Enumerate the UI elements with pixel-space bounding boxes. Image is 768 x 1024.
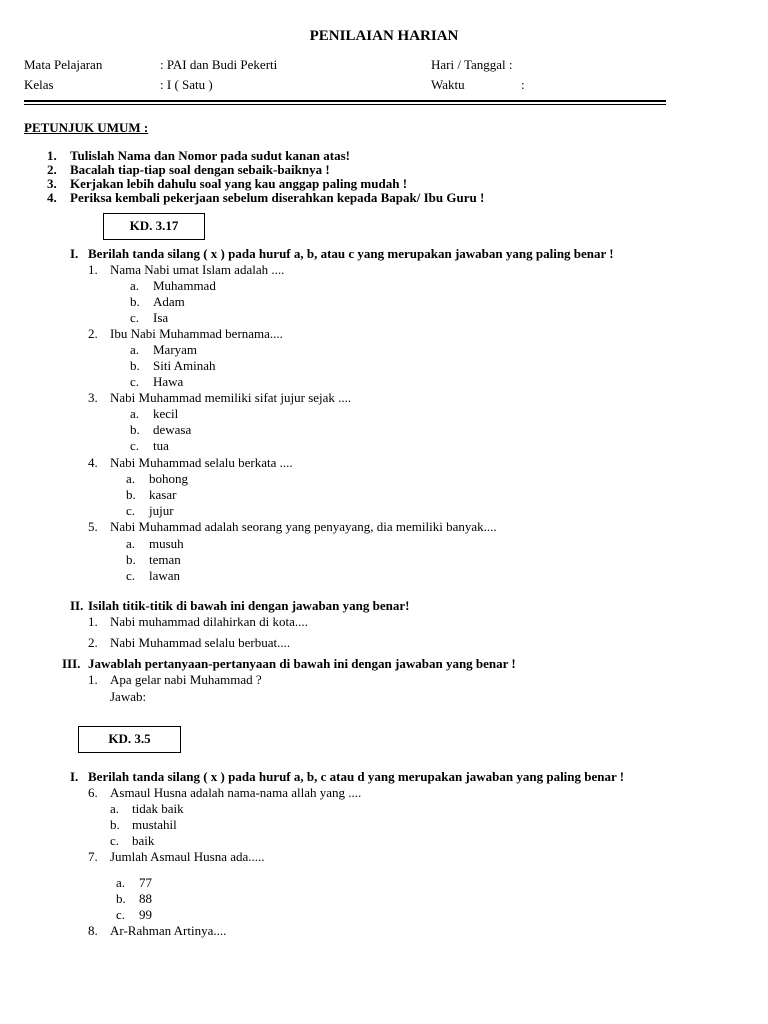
question-text: Nabi Muhammad memiliki sifat jujur sejak ....: [110, 390, 352, 405]
option-text: Maryam: [153, 342, 198, 357]
instruction-num: 2.: [47, 162, 57, 177]
question-number: 2.: [88, 635, 98, 650]
question-number: 6.: [88, 785, 98, 800]
option-text: kasar: [149, 487, 177, 502]
option-letter: c.: [130, 310, 140, 325]
instruction-text: Tulislah Nama dan Nomor pada sudut kanan atas!: [70, 148, 350, 163]
option-letter: a.: [116, 875, 126, 890]
option-letter: b.: [130, 358, 140, 373]
header-rule-thick: [24, 100, 666, 102]
instruction-num: 4.: [47, 190, 57, 205]
option-text: kecil: [153, 406, 179, 421]
subject-value: : PAI dan Budi Pekerti: [160, 57, 278, 72]
question-text: Jumlah Asmaul Husna ada.....: [110, 849, 265, 864]
option-letter: c.: [126, 503, 136, 518]
class-value: : I ( Satu ): [160, 77, 213, 92]
section-title: Berilah tanda silang ( x ) pada huruf a, b, atau c yang merupakan jawaban yang paling benar !: [88, 246, 614, 261]
section-number: I.: [70, 246, 79, 261]
option-letter: c.: [130, 438, 140, 453]
option-letter: b.: [116, 891, 126, 906]
question-number: 1.: [88, 614, 98, 629]
option-text: jujur: [149, 503, 174, 518]
option-text: 77: [139, 875, 152, 890]
question-number: 4.: [88, 455, 98, 470]
option-letter: c.: [130, 374, 140, 389]
instruction-num: 3.: [47, 176, 57, 191]
option-text: mustahil: [132, 817, 177, 832]
question-text: Nama Nabi umat Islam adalah ....: [110, 262, 285, 277]
question-number: 7.: [88, 849, 98, 864]
section-number: III.: [62, 656, 81, 671]
section-title: Berilah tanda silang ( x ) pada huruf a, b, c atau d yang merupakan jawaban yang paling benar !: [88, 769, 625, 784]
option-letter: a.: [110, 801, 120, 816]
option-letter: b.: [130, 294, 140, 309]
option-letter: a.: [130, 278, 140, 293]
section-number: II.: [70, 598, 84, 613]
option-text: tidak baik: [132, 801, 184, 816]
question-number: 2.: [88, 326, 98, 341]
question-number: 3.: [88, 390, 98, 405]
question-number: 5.: [88, 519, 98, 534]
page-title: PENILAIAN HARIAN: [309, 28, 459, 44]
question-text: Apa gelar nabi Muhammad ?: [110, 672, 262, 687]
option-text: musuh: [149, 536, 184, 551]
option-letter: c.: [126, 568, 136, 583]
question-text: Nabi Muhammad selalu berbuat....: [110, 635, 291, 650]
option-text: Isa: [153, 310, 169, 325]
question-number: 1.: [88, 262, 98, 277]
option-text: Hawa: [153, 374, 184, 389]
option-text: baik: [132, 833, 155, 848]
question-text: Ibu Nabi Muhammad bernama....: [110, 326, 283, 341]
option-text: bohong: [149, 471, 188, 486]
section-title: Jawablah pertanyaan-pertanyaan di bawah ini dengan jawaban yang benar !: [88, 656, 516, 671]
option-letter: a.: [126, 471, 136, 486]
instruction-num: 1.: [47, 148, 57, 163]
question-number: 8.: [88, 923, 98, 938]
option-text: lawan: [149, 568, 181, 583]
question-text: Ar-Rahman Artinya....: [110, 923, 227, 938]
option-letter: b.: [110, 817, 120, 832]
option-letter: a.: [130, 342, 140, 357]
option-letter: c.: [116, 907, 126, 922]
answer-label: Jawab:: [110, 689, 147, 704]
option-letter: b.: [126, 487, 136, 502]
option-letter: a.: [130, 406, 140, 421]
section-number: I.: [70, 769, 79, 784]
instruction-text: Bacalah tiap-tiap soal dengan sebaik-baiknya !: [70, 162, 330, 177]
option-letter: a.: [126, 536, 136, 551]
question-text: Nabi Muhammad selalu berkata ....: [110, 455, 293, 470]
time-label: Waktu: [431, 77, 465, 92]
kd-box-3-5: KD. 3.5: [78, 726, 181, 753]
option-text: Adam: [153, 294, 185, 309]
question-number: 1.: [88, 672, 98, 687]
instructions-heading: PETUNJUK UMUM :: [24, 120, 149, 135]
question-text: Asmaul Husna adalah nama-nama allah yang ....: [110, 785, 362, 800]
header-rule-thin: [24, 104, 666, 105]
option-text: Muhammad: [153, 278, 216, 293]
option-letter: c.: [110, 833, 120, 848]
section-title: Isilah titik-titik di bawah ini dengan jawaban yang benar!: [88, 598, 410, 613]
option-text: 88: [139, 891, 152, 906]
option-text: tua: [153, 438, 169, 453]
option-letter: b.: [126, 552, 136, 567]
instruction-text: Kerjakan lebih dahulu soal yang kau anggap paling mudah !: [70, 176, 408, 191]
kd-box-3-17: KD. 3.17: [103, 213, 205, 240]
question-text: Nabi muhammad dilahirkan di kota....: [110, 614, 308, 629]
question-text: Nabi Muhammad adalah seorang yang penyayang, dia memiliki banyak....: [110, 519, 497, 534]
subject-label: Mata Pelajaran: [24, 57, 103, 72]
class-label: Kelas: [24, 77, 54, 92]
date-label: Hari / Tanggal :: [431, 57, 513, 72]
option-text: Siti Aminah: [153, 358, 216, 373]
option-text: dewasa: [153, 422, 192, 437]
time-colon: :: [521, 77, 525, 92]
option-text: teman: [149, 552, 181, 567]
option-text: 99: [139, 907, 152, 922]
instruction-text: Periksa kembali pekerjaan sebelum diserahkan kepada Bapak/ Ibu Guru !: [70, 190, 485, 205]
option-letter: b.: [130, 422, 140, 437]
